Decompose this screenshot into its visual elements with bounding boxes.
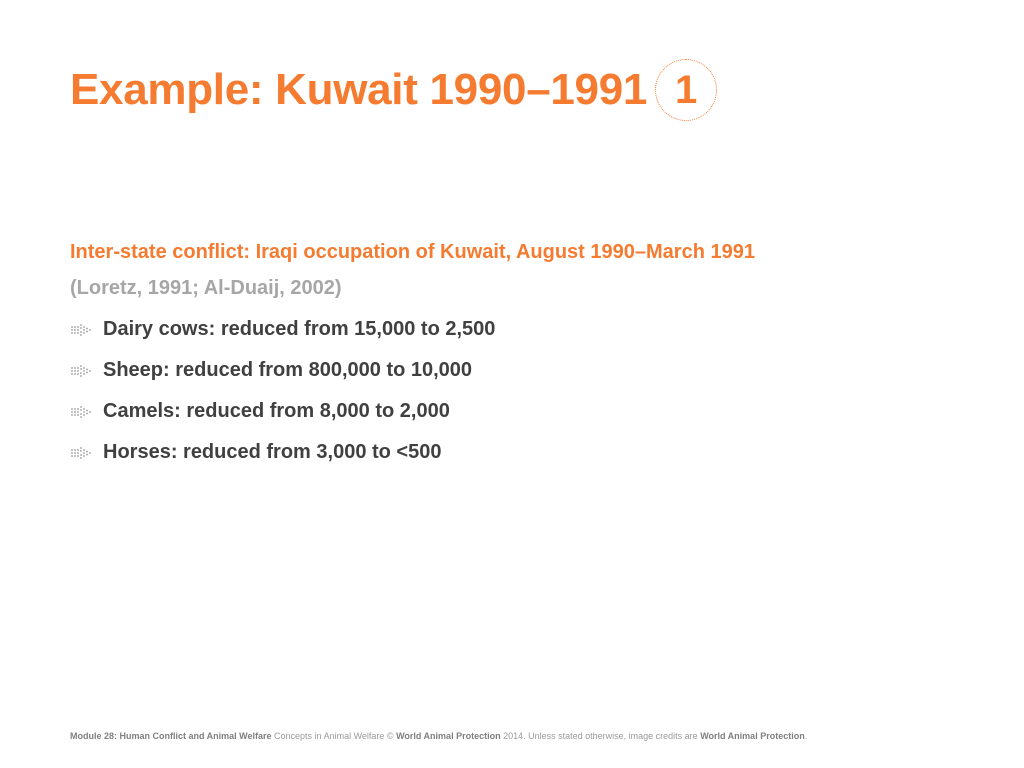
bullet-item [70, 357, 495, 384]
dotted-arrow-icon [70, 365, 92, 377]
dotted-arrow-icon [70, 406, 92, 418]
bullet-item [70, 316, 495, 343]
bullet-text: Camels: reduced from 8,000 to 2,000 [103, 400, 450, 422]
bullet-text: Dairy cows: reduced from 15,000 to 2,500 [103, 318, 496, 340]
title-number: 1 [674, 68, 698, 112]
bullet-item [70, 439, 495, 466]
slide-citation: (Loretz, 1991; Al-Duaij, 2002) [70, 277, 342, 299]
footer-module: Module 28: Human Conflict and Animal Welfare [70, 731, 272, 741]
footer-org-credit: World Animal Protection [700, 731, 805, 741]
slide-footer [70, 731, 807, 741]
title-row [70, 60, 717, 120]
bullet-list [70, 316, 495, 480]
footer-rest: 2014. Unless stated otherwise, image credits are [500, 731, 701, 741]
bullet-text: Horses: reduced from 3,000 to <500 [103, 441, 442, 463]
bullet-text: Sheep: reduced from 800,000 to 10,000 [103, 359, 473, 381]
footer-course: Concepts in Animal Welfare © [271, 731, 397, 741]
bullet-item [70, 398, 495, 425]
slide-subtitle: Inter-state conflict: Iraqi occupation of Kuwait, August 1990–March 1991 [70, 241, 755, 263]
footer-end: . [804, 731, 808, 741]
dotted-arrow-icon [70, 324, 92, 336]
footer-org: World Animal Protection [396, 731, 501, 741]
slide-title: Example: Kuwait 1990–1991 [70, 65, 648, 114]
title-number-badge [655, 59, 717, 121]
dotted-arrow-icon [70, 447, 92, 459]
